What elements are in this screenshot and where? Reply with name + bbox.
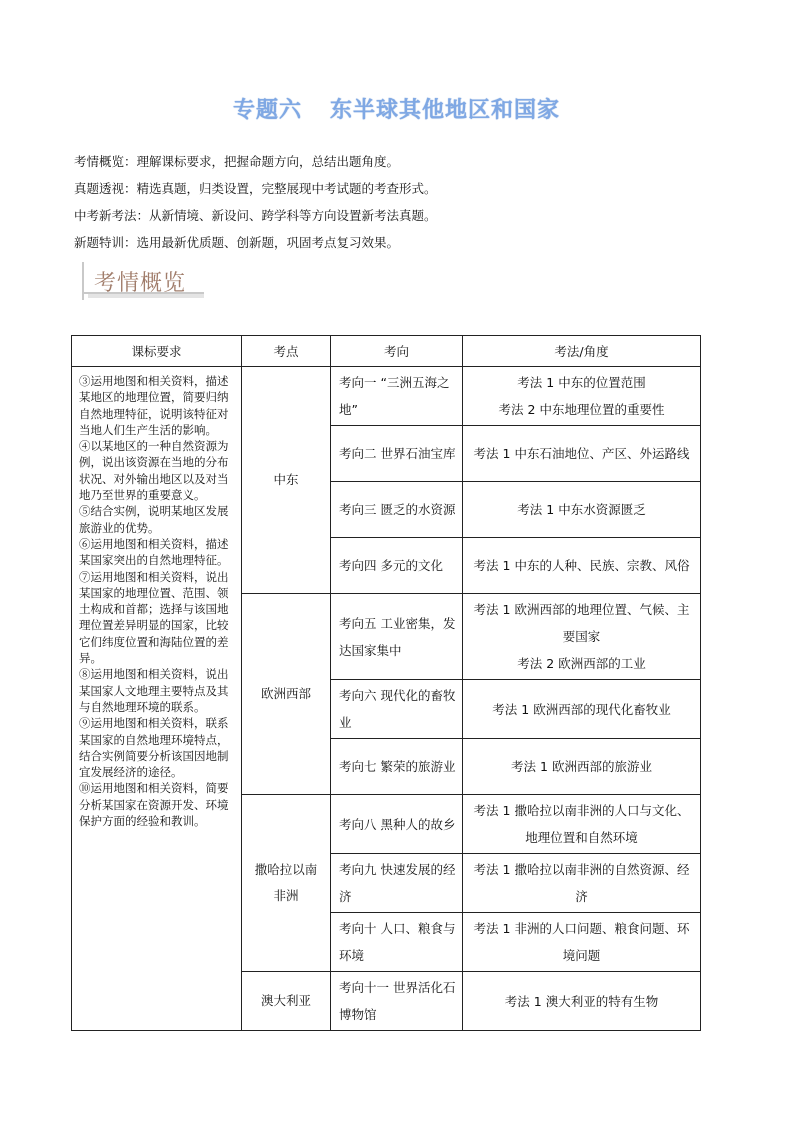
standard-item: ④以某地区的一种自然资源为例，说出该资源在当地的分布状况、对外输出地区以及对当地乃至世界的重要意义。: [79, 439, 229, 503]
title-part-2: 东半球其他地区和国家: [330, 98, 561, 123]
standard-item: ③运用地图和相关资料，描述某地区的地理位置，简要归纳自然地理特征，说明该特征对当地人们生产生活的影响。: [79, 374, 229, 437]
exam-direction-cell: 考向一 “三洲五海之地”: [331, 367, 463, 426]
intro-line: 考情概览：理解课标要求，把握命题方向，总结出题角度。: [74, 154, 400, 169]
intro-line: 新题特训：选用最新优质题、创新题，巩固考点复习效果。: [74, 235, 400, 250]
standard-item: ⑦运用地图和相关资料，说出某国家的地理位置、范围、领土构成和首都；选择与该国地理位置差异明显的国家，比较它们纬度位置和海陆位置的差异。: [79, 569, 229, 666]
curriculum-standards-cell: [72, 367, 242, 1031]
exam-direction-cell: 考向五 工业密集，发达国家集中: [331, 594, 463, 680]
table-header-row: [72, 336, 701, 367]
intro-line: 真题透视：精选真题，归类设置，完整展现中考试题的考查形式。: [74, 181, 437, 196]
exam-method-cell: 考法 1 欧洲西部的旅游业: [463, 739, 701, 795]
title-part-1: 专题六: [232, 98, 302, 123]
standard-item: ⑤结合实例，说明某地区发展旅游业的优势。: [79, 504, 229, 535]
exam-method-cell: 考法 1 中东水资源匮乏: [463, 482, 701, 538]
method-line: 考法 1 欧洲西部的地理位置、气候、主要国家: [473, 602, 690, 644]
standard-item: ⑨运用地图和相关资料，联系某国家的自然地理环境特点，结合实例简要分析该国因地制宜发展经济的途径。: [79, 716, 229, 780]
exam-method-cell: 考法 1 撒哈拉以南非洲的人口与文化、地理位置和自然环境: [463, 795, 701, 854]
exam-point-cell: 中东: [242, 367, 331, 594]
exam-method-cell: 考法 1 撒哈拉以南非洲的自然资源、经济: [463, 854, 701, 913]
standard-item: ⑧运用地图和相关资料，说出某国家人文地理主要特点及其与自然地理环境的联系。: [79, 667, 229, 714]
col-header: 考点: [242, 336, 331, 367]
exam-direction-cell: 考向四 多元的文化: [331, 538, 463, 594]
method-line: 考法 1 中东的位置范围: [517, 375, 646, 390]
method-line: 考法 2 欧洲西部的工业: [517, 656, 646, 671]
exam-direction-cell: 考向七 繁荣的旅游业: [331, 739, 463, 795]
exam-direction-cell: 考向二 世界石油宝库: [331, 426, 463, 482]
standard-item: ⑩运用地图和相关资料，简要分析某国家在资源开发、环境保护方面的经验和教训。: [79, 781, 229, 829]
exam-direction-cell: 考向六 现代化的畜牧业: [331, 680, 463, 739]
section-heading-text: 考情概览: [94, 271, 187, 296]
intro-line: 中考新考法：从新情境、新设问、跨学科等方向设置新考法真题。: [74, 208, 437, 223]
exam-method-cell: [463, 594, 701, 680]
exam-point-cell: 撒哈拉以南非洲: [242, 795, 331, 972]
exam-direction-cell: 考向十一 世界活化石博物馆: [331, 972, 463, 1031]
exam-method-cell: 考法 1 中东石油地位、产区、外运路线: [463, 426, 701, 482]
exam-method-cell: 考法 1 澳大利亚的特有生物: [463, 972, 701, 1031]
table-row: [72, 367, 701, 426]
exam-direction-cell: 考向三 匮乏的水资源: [331, 482, 463, 538]
exam-overview-table: [71, 335, 701, 1031]
exam-method-cell: [463, 367, 701, 426]
exam-point-cell: 欧洲西部: [242, 594, 331, 795]
exam-method-cell: 考法 1 非洲的人口问题、粮食问题、环境问题: [463, 913, 701, 972]
col-header: 考向: [331, 336, 463, 367]
col-header: 课标要求: [72, 336, 242, 367]
exam-method-cell: 考法 1 欧洲西部的现代化畜牧业: [463, 680, 701, 739]
exam-direction-cell: 考向十 人口、粮食与环境: [331, 913, 463, 972]
col-header: 考法/角度: [463, 336, 701, 367]
exam-point-cell: 澳大利亚: [242, 972, 331, 1031]
page-title: [0, 93, 793, 124]
section-heading: [74, 258, 204, 300]
intro-block: [74, 148, 437, 256]
standard-item: ⑥运用地图和相关资料，描述某国家突出的自然地理特征。: [79, 536, 229, 568]
exam-direction-cell: 考向九 快速发展的经济: [331, 854, 463, 913]
exam-method-cell: 考法 1 中东的人种、民族、宗教、风俗: [463, 538, 701, 594]
method-line: 考法 2 中东地理位置的重要性: [498, 402, 665, 417]
exam-direction-cell: 考向八 黑种人的故乡: [331, 795, 463, 854]
